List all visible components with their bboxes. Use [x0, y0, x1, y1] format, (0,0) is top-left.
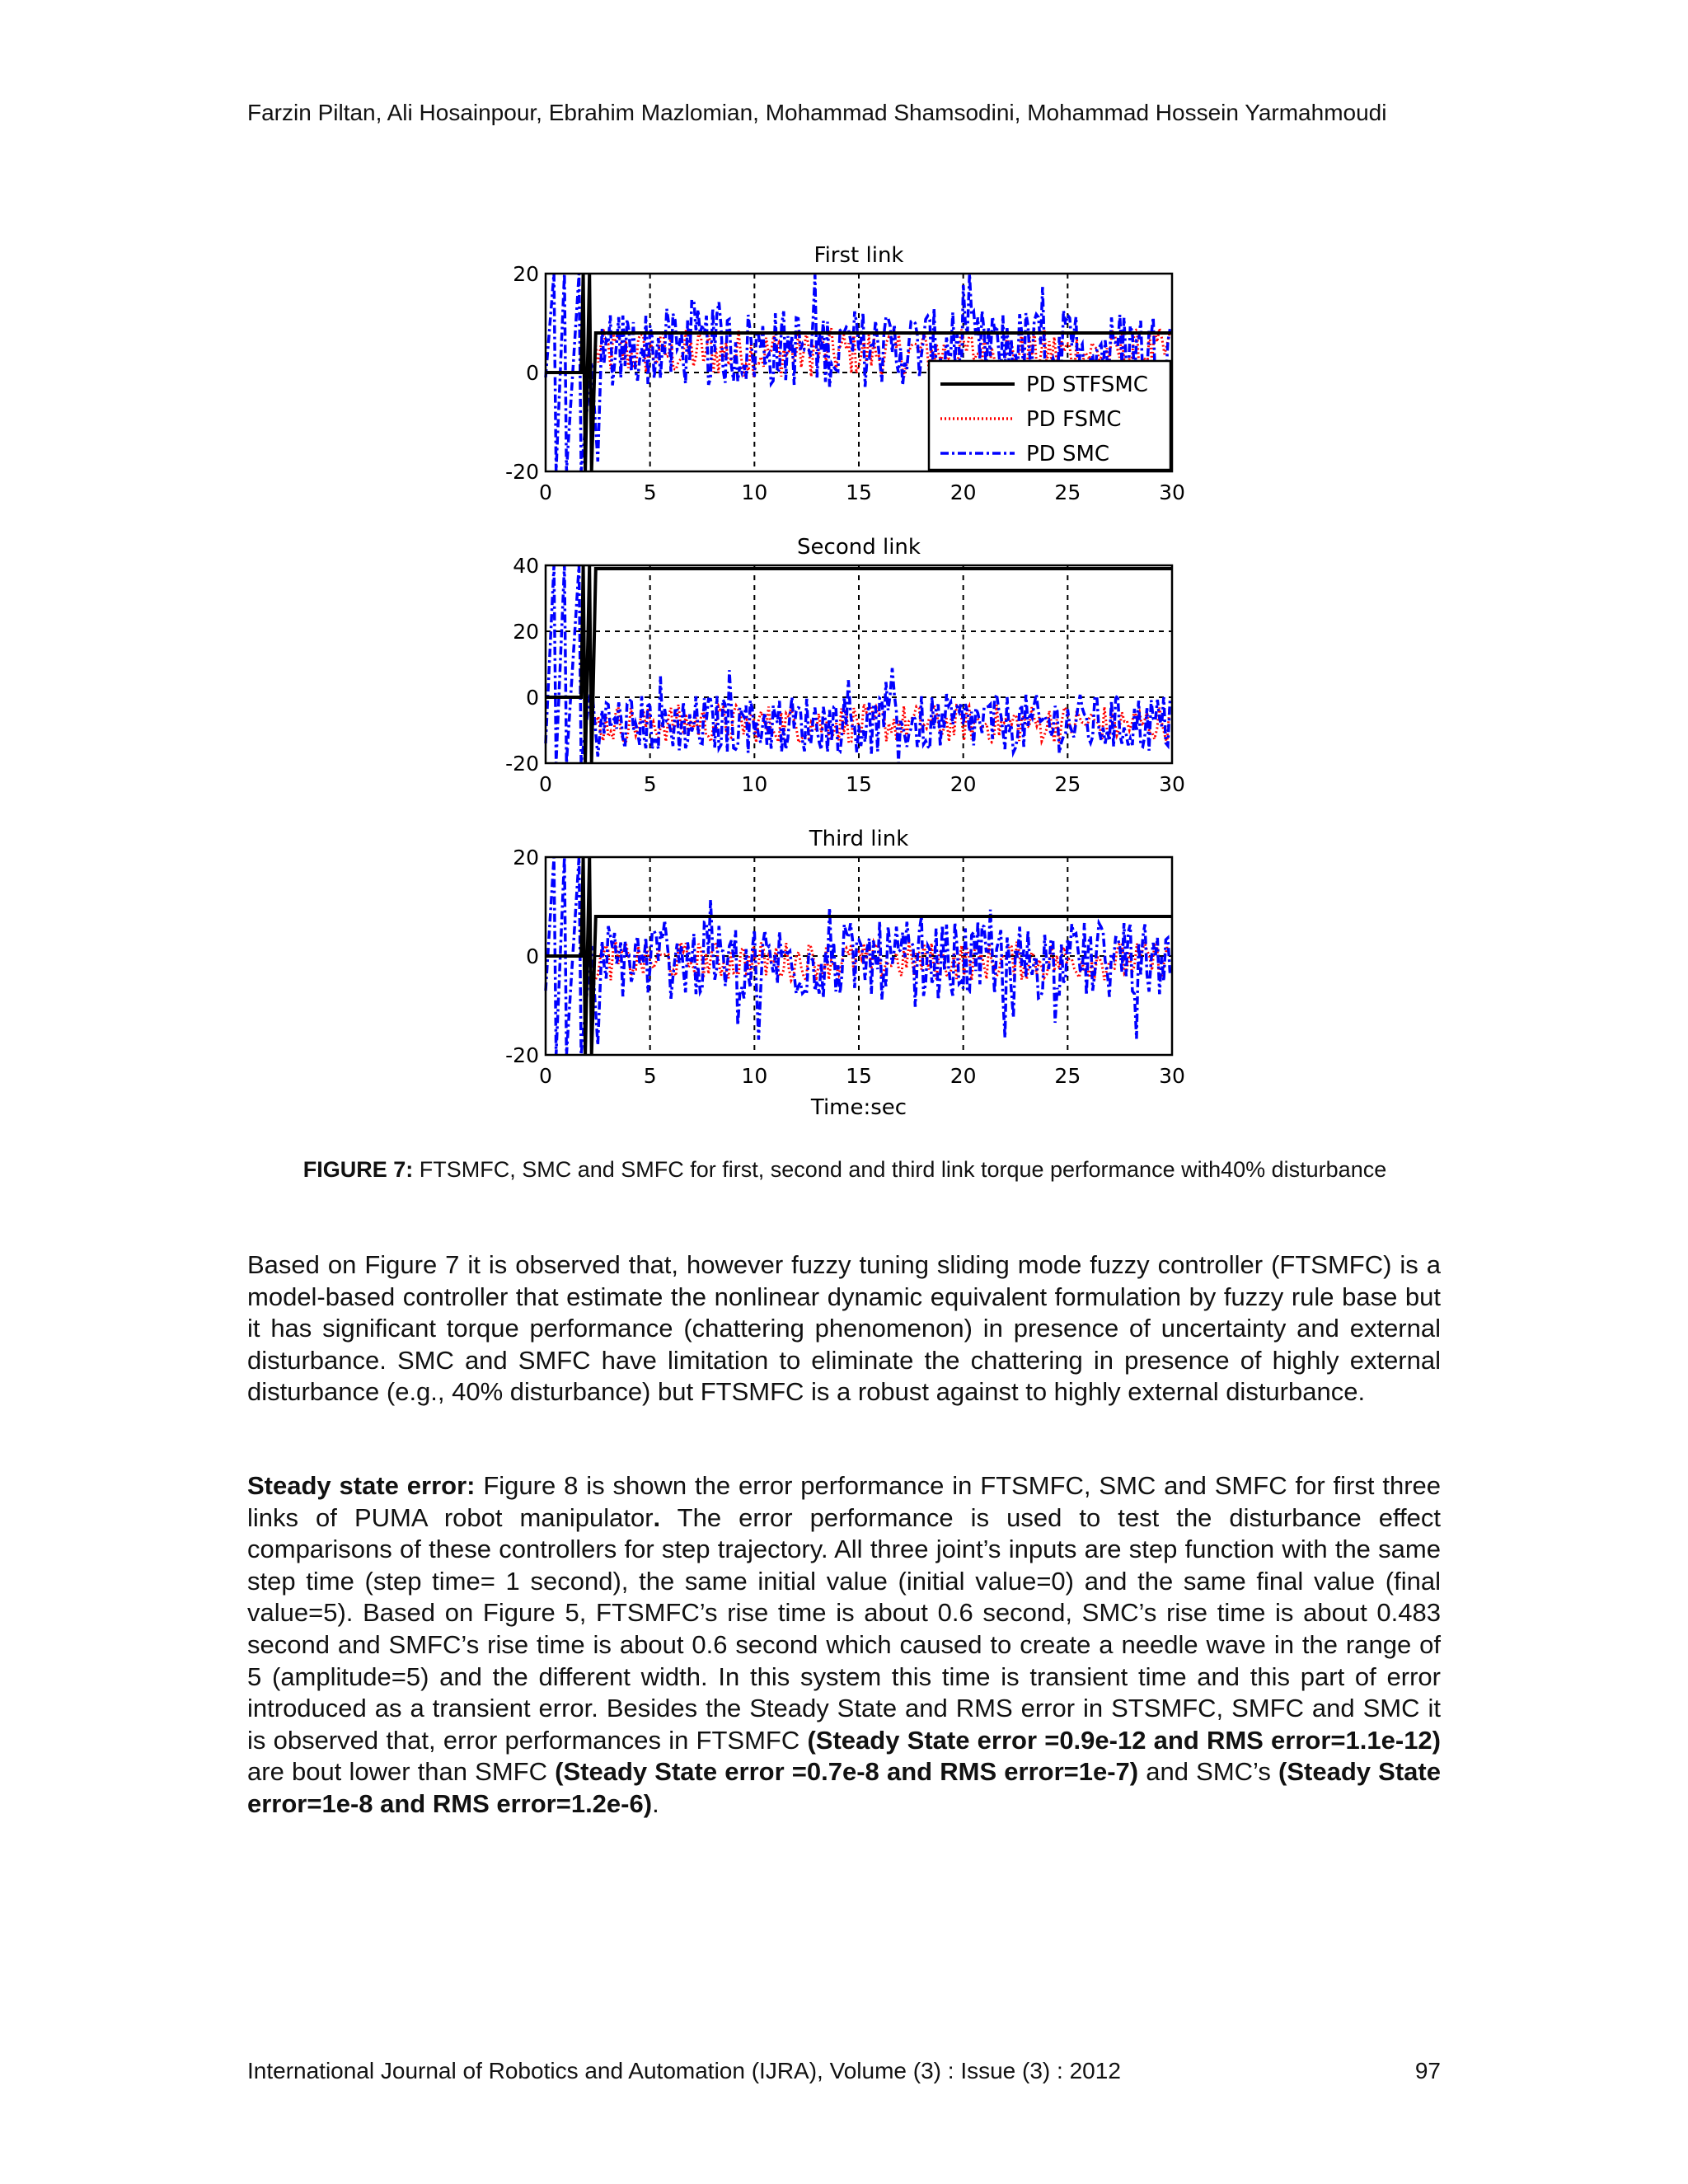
chart1-xtick-label: 25	[1054, 480, 1081, 504]
journal-citation: International Journal of Robotics and Automation (IJRA), Volume (3) : Issue (3) : 2012	[247, 2058, 1121, 2083]
p2-text-d: and SMC’s	[1138, 1757, 1279, 1787]
chart1-title: First link	[814, 243, 904, 268]
chart1-xtick-label: 5	[643, 480, 657, 504]
p2-text-e: .	[652, 1788, 659, 1818]
p2-text-a: Figure 8 is shown the error performance in FTSMFC, SMC and SMFC for first three links of PUMA robot manipulator	[247, 1471, 1441, 1532]
chart3-ytick-label: 0	[526, 944, 539, 968]
chart3-series-smc	[546, 857, 1170, 1055]
chart3-xtick-label: 0	[539, 1064, 552, 1088]
running-header	[247, 97, 1442, 129]
figure-7	[486, 223, 1203, 1129]
p2-text-b: The error performance is used to test the disturbance effect comparisons of these controllers for step trajectory. All three joint’s inputs are step function with the same step time (step time= 1 second), the same initial value (initial value=0) and the same final value (final value=5). Based on Figure 5, FTSMFC’s rise time is about 0.6 second, SMC’s rise time is about 0.483 second and SMFC’s rise time is about 0.6 second which caused to create a needle wave in the range of 5 (amplitude=5) and the different width. In this system this time is transient time and this part of error introduced as a transient error. Besides the Steady State and RMS error in STSMFC, SMFC and SMC it is observed that, error performances in FTSMFC	[247, 1502, 1442, 1755]
chart3-xtick-label: 30	[1159, 1064, 1185, 1088]
chart2-xtick-label: 5	[643, 772, 657, 796]
chart3-xtick-label: 10	[741, 1064, 768, 1088]
chart1-legend-label: PD STFSMC	[1026, 373, 1148, 397]
chart3-ytick-label: 20	[513, 846, 539, 869]
smc-error-values: (Steady State error=1e-8 and RMS error=1.2e-6)	[247, 1757, 1441, 1818]
chart2-xtick-label: 30	[1159, 772, 1185, 796]
p2-dot: .	[653, 1502, 661, 1532]
chart2-ytick-label: 20	[513, 620, 539, 644]
chart2-title: Second link	[797, 535, 921, 560]
chart2-ytick-label: 40	[513, 554, 539, 578]
chart2-xtick-label: 10	[741, 772, 768, 796]
chart3-xtick-label: 25	[1054, 1064, 1081, 1088]
figure-caption	[272, 1155, 1418, 1184]
page-number: 97	[1414, 2058, 1441, 2083]
chart3-xtick-label: 20	[950, 1064, 977, 1088]
chart1-xtick-label: 0	[539, 480, 552, 504]
steady-state-heading: Steady state error:	[247, 1471, 476, 1500]
chart2-xtick-label: 25	[1054, 772, 1081, 796]
authors: Farzin Piltan, Ali Hosainpour, Ebrahim Mazlomian, Mohammad Shamsodini, Mohammad Hossein Yarmahmoudi	[247, 100, 1387, 125]
ftsmfc-error-values: (Steady State error =0.9e-12 and RMS error=1.1e-12)	[807, 1725, 1441, 1755]
caption-text: FTSMFC, SMC and SMFC for first, second and third link torque performance with40% disturbance	[413, 1157, 1387, 1182]
chart1-legend-label: PD SMC	[1026, 442, 1110, 466]
chart3-title: Third link	[809, 827, 909, 851]
caption-label: FIGURE 7:	[302, 1157, 414, 1182]
chart1-ytick-label: -20	[505, 460, 539, 484]
p2-text-c: are bout lower than SMFC	[247, 1757, 556, 1787]
chart1-ytick-label: 0	[526, 361, 539, 385]
chart3-xtick-label: 15	[846, 1064, 872, 1088]
figure-7-chart	[486, 223, 1203, 1129]
chart3-xlabel: Time:sec	[810, 1095, 907, 1120]
chart2-xtick-label: 0	[539, 772, 552, 796]
chart1-xtick-label: 10	[741, 480, 768, 504]
chart2-xtick-label: 15	[846, 772, 872, 796]
chart3-xtick-label: 5	[643, 1064, 657, 1088]
chart1-legend-label: PD FSMC	[1026, 407, 1122, 432]
chart1-xtick-label: 20	[950, 480, 977, 504]
chart2-series-smc	[546, 565, 1170, 763]
paragraph-1: Based on Figure 7 it is observed that, however fuzzy tuning sliding mode fuzzy controller (FTSMFC) is a model-based controller that estimate the nonlinear dynamic equivalent formulation by fuzzy rule base but it has significant torque performance (chattering phenomenon) in presence of uncertainty and external disturbance. SMC and SMFC have limitation to eliminate the chattering in presence of highly external disturbance (e.g., 40% disturbance) but FTSMFC is a robust against to highly external disturbance.	[247, 1250, 1441, 1407]
chart1-ytick-label: 20	[513, 262, 539, 286]
chart2-ytick-label: -20	[505, 752, 539, 776]
chart2-xtick-label: 20	[950, 772, 977, 796]
chart3-ytick-label: -20	[505, 1043, 539, 1067]
paragraph-2	[247, 1470, 1441, 1821]
chart1-xtick-label: 15	[846, 480, 872, 504]
chart2-ytick-label: 0	[526, 686, 539, 710]
chart1-xtick-label: 30	[1159, 480, 1185, 504]
smfc-error-values: (Steady State error =0.7e-8 and RMS error=1e-7)	[555, 1757, 1139, 1787]
